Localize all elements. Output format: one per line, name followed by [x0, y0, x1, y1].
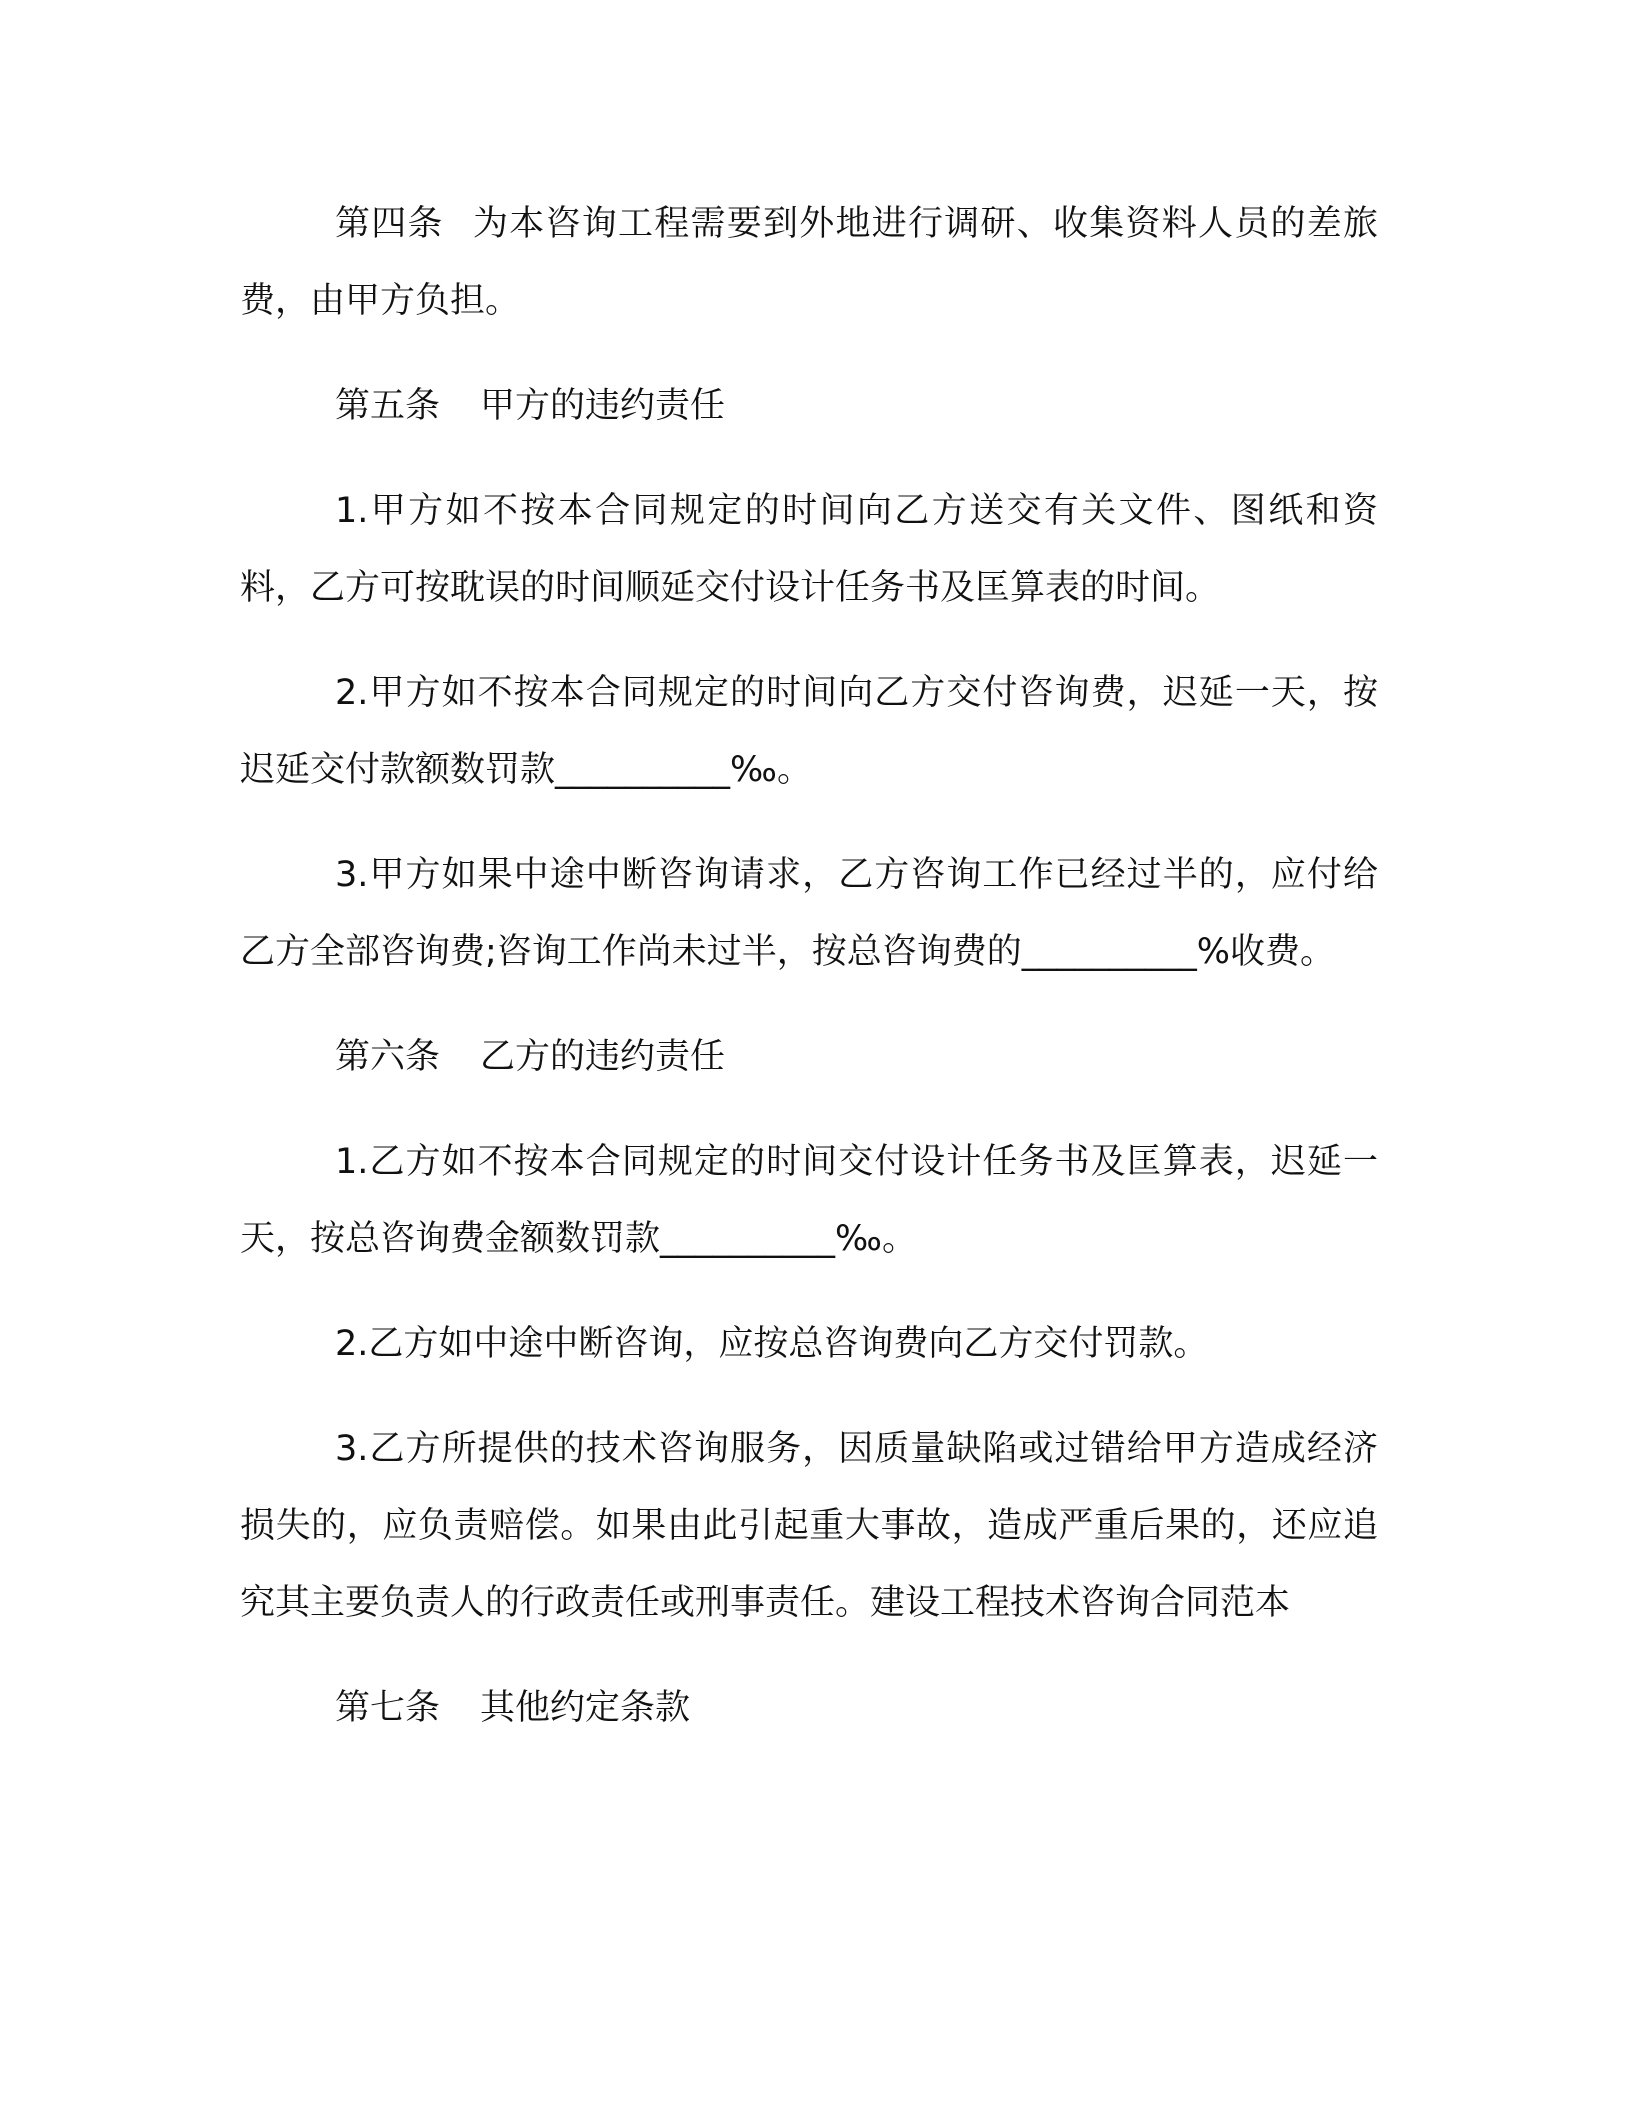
article-6-item-1: 1.乙方如不按本合同规定的时间交付设计任务书及匡算表，迟延一天，按总咨询费金额数罚款__________‰。: [240, 1142, 1378, 1259]
article-5-item-3: 3.甲方如果中途中断咨询请求，乙方咨询工作已经过半的，应付给乙方全部咨询费;咨询工作尚未过半，按总咨询费的__________%收费。: [240, 855, 1378, 972]
article-5-label: 第五条: [335, 386, 441, 426]
article-4-label: 第四条: [335, 204, 444, 244]
article-6-heading: [240, 1019, 1378, 1096]
article-7-heading: [240, 1670, 1378, 1747]
article-5-item-2: 2.甲方如不按本合同规定的时间向乙方交付咨询费，迟延一天，按迟延交付款额数罚款__________‰。: [240, 673, 1378, 790]
article-6-item-3: 3.乙方所提供的技术咨询服务，因质量缺陷或过错给甲方造成经济损失的，应负责赔偿。如果由此引起重大事故，造成严重后果的，还应追究其主要负责人的行政责任或刑事责任。建设工程技术咨询合同范本: [240, 1429, 1378, 1623]
article-5-heading: [240, 368, 1378, 445]
article-5-item-1: 1.甲方如不按本合同规定的时间向乙方送交有关文件、图纸和资料，乙方可按耽误的时间顺延交付设计任务书及匡算表的时间。: [240, 491, 1378, 608]
article-7-label: 第七条: [335, 1688, 441, 1728]
article-7-title: 其他约定条款: [480, 1688, 691, 1728]
document-page: [240, 186, 1378, 1747]
article-6-item-2: 2.乙方如中途中断咨询，应按总咨询费向乙方交付罚款。: [335, 1324, 1209, 1364]
article-5-title: 甲方的违约责任: [480, 386, 726, 426]
article-6-title: 乙方的违约责任: [480, 1037, 726, 1077]
article-6-label: 第六条: [335, 1037, 441, 1077]
article-4-text: 为本咨询工程需要到外地进行调研、收集资料人员的差旅费，由甲方负担。: [240, 204, 1378, 321]
article-4-paragraph: [240, 186, 1378, 340]
